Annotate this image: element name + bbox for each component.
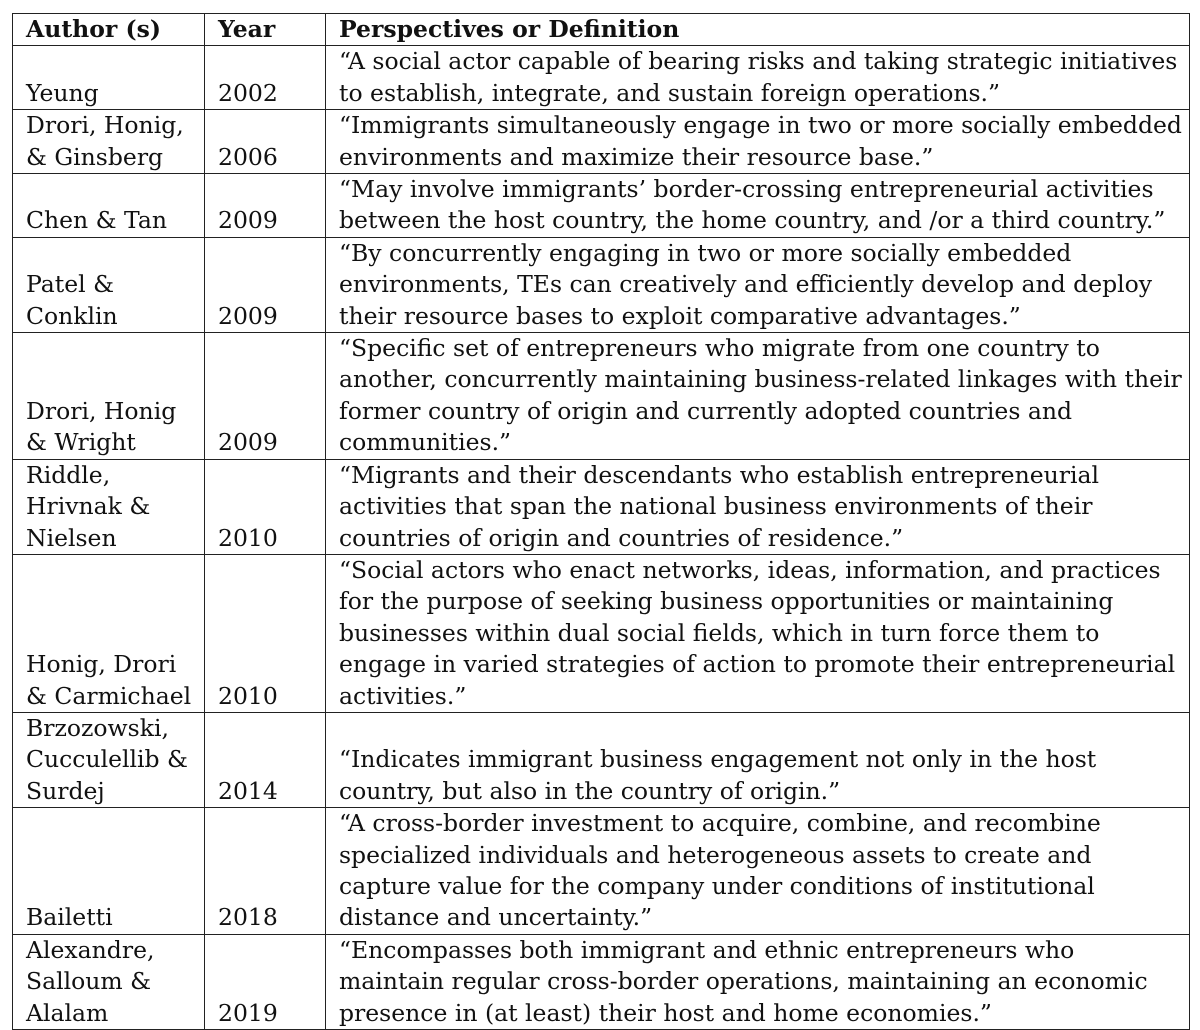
- year-cell: 2006: [205, 110, 326, 174]
- definition-cell: “Migrants and their descendants who establish entrepreneurial activities that span the national business environments of their countries of origin and countries of residence.”: [326, 459, 1190, 554]
- table-row: [13, 712, 1190, 807]
- year-cell: 2009: [205, 237, 326, 332]
- year-cell: 2019: [205, 934, 326, 1029]
- definition-cell: “Immigrants simultaneously engage in two or more socially embedded environments and maximize their resource base.”: [326, 110, 1190, 174]
- definitions-table: [12, 13, 1190, 1030]
- author-cell: Drori, Honig & Wright: [13, 333, 205, 460]
- author-cell: Alexandre, Salloum & Alalam: [13, 934, 205, 1029]
- author-cell: Yeung: [13, 46, 205, 110]
- header-definition: Perspectives or Definition: [326, 14, 1190, 46]
- table-container: [12, 13, 1190, 1030]
- year-cell: 2009: [205, 333, 326, 460]
- author-cell: Bailetti: [13, 808, 205, 935]
- author-cell: Brzozowski, Cucculellib & Surdej: [13, 712, 205, 807]
- definition-cell: “A social actor capable of bearing risks and taking strategic initiatives to establish, integrate, and sustain foreign operations.”: [326, 46, 1190, 110]
- definition-cell: “A cross-border investment to acquire, combine, and recombine specialized individuals and heterogeneous assets to create and capture value for the company under conditions of institutional distance and uncertainty.”: [326, 808, 1190, 935]
- year-cell: 2010: [205, 459, 326, 554]
- table-row: [13, 808, 1190, 935]
- table-row: [13, 459, 1190, 554]
- header-row: [13, 14, 1190, 46]
- table-row: [13, 46, 1190, 110]
- year-cell: 2009: [205, 174, 326, 238]
- year-cell: 2014: [205, 712, 326, 807]
- author-cell: Chen & Tan: [13, 174, 205, 238]
- author-cell: Honig, Drori & Carmichael: [13, 554, 205, 712]
- year-cell: 2002: [205, 46, 326, 110]
- definition-cell: “Encompasses both immigrant and ethnic entrepreneurs who maintain regular cross-border operations, maintaining an economic presence in (at least) their host and home economies.”: [326, 934, 1190, 1029]
- year-cell: 2010: [205, 554, 326, 712]
- definition-cell: “Social actors who enact networks, ideas, information, and practices for the purpose of seeking business opportunities or maintaining businesses within dual social fields, which in turn force them to engage in varied strategies of action to promote their entrepreneurial activities.”: [326, 554, 1190, 712]
- table-row: [13, 333, 1190, 460]
- author-cell: Patel & Conklin: [13, 237, 205, 332]
- definition-cell: “Indicates immigrant business engagement not only in the host country, but also in the country of origin.”: [326, 712, 1190, 807]
- author-cell: Riddle, Hrivnak & Nielsen: [13, 459, 205, 554]
- year-cell: 2018: [205, 808, 326, 935]
- header-year: Year: [205, 14, 326, 46]
- table-row: [13, 237, 1190, 332]
- table-row: [13, 554, 1190, 712]
- table-row: [13, 110, 1190, 174]
- table-row: [13, 174, 1190, 238]
- definition-cell: “By concurrently engaging in two or more socially embedded environments, TEs can creatively and efficiently develop and deploy their resource bases to exploit comparative advantages.”: [326, 237, 1190, 332]
- table-row: [13, 934, 1190, 1029]
- definition-cell: “May involve immigrants’ border-crossing entrepreneurial activities between the host country, the home country, and /or a third country.”: [326, 174, 1190, 238]
- header-author: Author (s): [13, 14, 205, 46]
- author-cell: Drori, Honig, & Ginsberg: [13, 110, 205, 174]
- definition-cell: “Specific set of entrepreneurs who migrate from one country to another, concurrently maintaining business-related linkages with their former country of origin and currently adopted countries and communities.”: [326, 333, 1190, 460]
